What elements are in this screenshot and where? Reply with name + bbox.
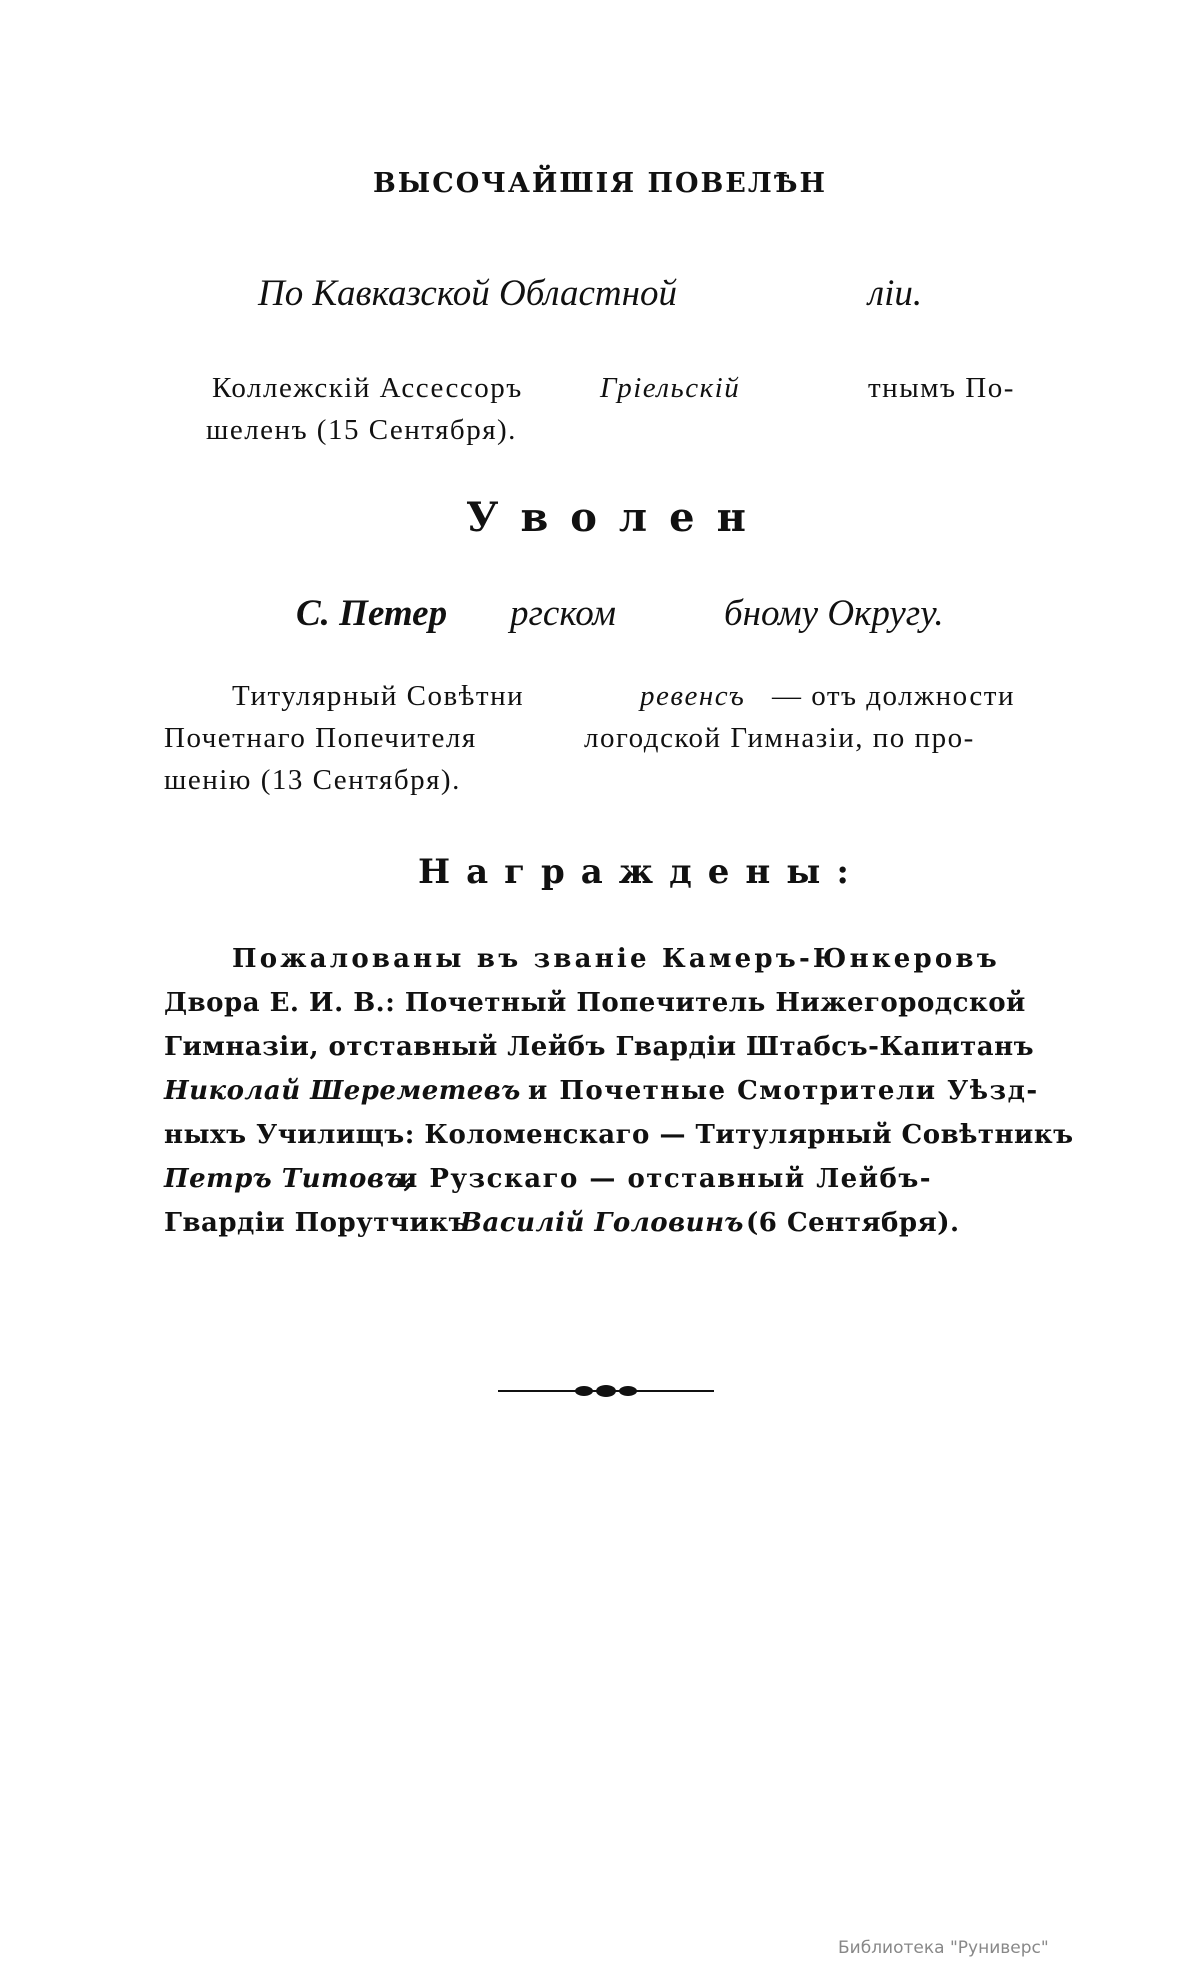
- section3-line6-rest: и Рузскаго — отставный Лейбъ-: [398, 1164, 933, 1194]
- library-watermark: Библиотека "Руниверс": [838, 1938, 1049, 1958]
- section3-line7-left: Гвардіи Порутчикъ: [164, 1208, 469, 1238]
- section2-line2-left: Почетнаго Попечителя: [164, 722, 477, 754]
- awarded-heading: Награждены:: [418, 852, 865, 892]
- section3-line4-rest: и Почетные Смотрители Уѣзд-: [528, 1076, 1039, 1106]
- section2-line1-italic: ревенсъ: [640, 680, 746, 712]
- section3-line5: ныхъ Училищъ: Коломенскаго — Титулярный Совѣтникъ: [164, 1120, 1074, 1150]
- section1-title-right: ліи.: [868, 273, 923, 314]
- section1-title-left: По Кавказской Областной: [258, 273, 677, 314]
- page-heading: ВЫСОЧАЙШІЯ ПОВЕЛѢН: [372, 168, 828, 199]
- section3-line4-italic: Николай Шереметевъ: [164, 1076, 521, 1106]
- section2-line1-right: — отъ должности: [772, 680, 1015, 712]
- section3-line2: Двора Е. И. В.: Почетный Попечитель Нижегородской: [164, 988, 1026, 1018]
- section1-line2: шеленъ (15 Сентября).: [206, 414, 517, 446]
- dismissed-heading: Уволен: [466, 494, 768, 541]
- section2-title-left: С. Петер: [296, 593, 448, 634]
- section3-line3: Гимназіи, отставный Лейбъ Гвардіи Штабсъ-Капитанъ: [164, 1032, 1035, 1062]
- section3-line6-italic: Петръ Титовъ,: [164, 1164, 414, 1194]
- section2-title-right: бному Округу.: [724, 593, 944, 634]
- section2-title-mid: ргском: [510, 593, 616, 634]
- section1-line1-italic: Гріельскій: [600, 372, 741, 404]
- section2-line1-left: Титулярный Совѣтни: [232, 680, 525, 712]
- section1-line1-right: тнымъ По-: [868, 372, 1015, 404]
- section2-line3: шенію (13 Сентября).: [164, 764, 461, 796]
- section3-line7-right: (6 Сентября).: [746, 1208, 960, 1238]
- section1-line1-left: Коллежскій Ассессоръ: [212, 372, 523, 404]
- section2-line2-right: логодской Гимназіи, по про-: [584, 722, 975, 754]
- ornament-divider: [498, 1384, 714, 1398]
- section3-line7-italic: Василій Головинъ: [460, 1208, 744, 1238]
- section3-line1: Пожалованы въ званіе Камеръ-Юнкеровъ: [232, 944, 1000, 974]
